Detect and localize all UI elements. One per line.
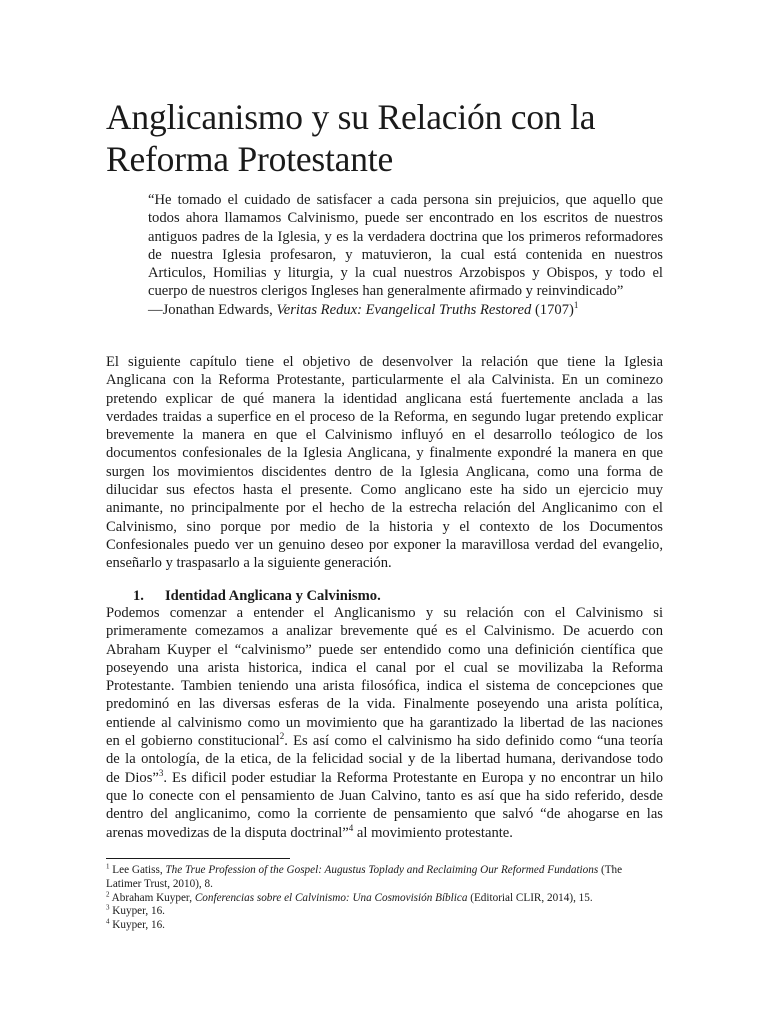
epigraph-line: “He tomado el cuidado de satisfacer a cada persona sin prejuicios, que aquello que — [148, 192, 663, 208]
paragraph-line: Abraham Kuyper el “calvinismo” puede ser entendido como una definición científica que — [106, 641, 663, 658]
paragraph-line: predominó en las diversas esferas de la vida. Finalmente poseyendo una arista política, — [106, 696, 663, 713]
paragraph-line: animante, no principalmente por el hecho de la estrecha relación del Anglicanimo con el — [106, 500, 663, 517]
section-number: 1. — [133, 588, 144, 604]
text-run: arenas movedizas de la disputa doctrinal” — [106, 824, 349, 841]
epigraph-line: Articulos, Homilias y liturgia, y la cual nuestros Arzobispos y Obispos, y todo el — [148, 265, 663, 282]
footnote-text: Kuyper, 16. — [109, 905, 165, 918]
intro-paragraph — [106, 353, 663, 573]
section-title: Identidad Anglicana y Calvinismo. — [165, 588, 381, 604]
footnote-ref[interactable]: 2 — [279, 731, 285, 742]
epigraph-work: Veritas Redux: Evangelical Truths Restored — [276, 301, 532, 318]
paragraph-line: verdades traidas a superfice en el proceso de la Reforma, en segundo lugar pretendo explicar — [106, 408, 663, 425]
epigraph-line: de nuestra Iglesia profesaron, y matuvieron, la cual está contenida en nuestros — [148, 246, 663, 263]
paragraph-line — [106, 824, 663, 842]
paragraph-line: surgen los movimientos discidentes dentro de la Iglesia Anglicana, como una forma de — [106, 463, 663, 480]
paragraph-line: primeramente comezamos a analizar brevemente qué es el Calvinismo. De acuerdo con — [106, 623, 663, 640]
footnote-number: 3 — [106, 903, 110, 912]
footnote-title: The True Profession of the Gospel: Augustus Toplady and Reclaiming Our Reformed Fundations — [165, 864, 599, 876]
epigraph-author: —Jonathan Edwards, — [148, 301, 277, 318]
footnote-text: (Editorial CLIR, 2014), 15. — [467, 891, 593, 904]
paragraph-line: El siguiente capítulo tiene el objetivo de desenvolver la relación que tiene la Iglesia — [106, 354, 663, 370]
footnote-1-continuation: Latimer Trust, 2010), 8. — [106, 877, 213, 890]
epigraph-attribution — [148, 301, 663, 319]
paragraph-line — [106, 769, 663, 787]
paragraph-line: de la ontología, de la etica, de la felicidad social y de la libertad humana, derivandose todo — [106, 751, 663, 768]
epigraph-line: cuerpo de nuestros clerigos Ingleses han generalmente afirmado y reinvindicado” — [148, 283, 624, 300]
footnotes — [106, 864, 663, 933]
footnote-text: Kuyper, 16. — [109, 919, 165, 932]
footnote-ref[interactable]: 3 — [158, 767, 164, 778]
paragraph-line: dentro del anglicanimo, como la corriente de pensamiento que salvó “de ahogarse en las — [106, 806, 663, 823]
paragraph-line: Podemos comenzar a entender el Anglicanismo y su relación con el Calvinismo si — [106, 605, 663, 621]
footnote-title: Conferencias sobre el Calvinismo: Una Cosmovisión Bíblica — [194, 891, 468, 904]
paragraph-line: Anglicana con la Reforma Protestante, particularmente el ala Calvinista. En un cominezo — [106, 372, 663, 389]
section-heading — [133, 587, 381, 605]
paragraph-line: dilucidar sus efectos hasta el presente. Como anglicano este ha sido un ejercicio muy — [106, 482, 663, 499]
footnote-text: Abraham Kuyper, — [109, 891, 195, 904]
paragraph-line: brevemente la manera en que el Calvinismo influyó en el desarrollo teólogico de los — [106, 427, 663, 444]
paragraph-line: enseñarlo y traspasarlo a la siguiente generación. — [106, 555, 392, 572]
title-line-2: Reforma Protestante — [106, 139, 394, 179]
footnote-number: 4 — [106, 917, 110, 926]
paragraph-line: entiende al calvinismo como un movimiento que ha garantizado la libertad de las naciones — [106, 714, 663, 731]
paragraph-line: que lo conecte con el pensamiento de Juan Calvino, tanto es así que ha sido referido, desde — [106, 787, 663, 804]
section-paragraph — [106, 604, 663, 842]
paragraph-line: Confesionales puedo ver un genuino deseo por exponer la maravillosa verdad del evangelio, — [106, 536, 663, 553]
footnote-4 — [106, 919, 663, 933]
document-title — [106, 96, 666, 180]
footnote-ref[interactable]: 4 — [348, 822, 354, 833]
paragraph-line: poseyendo una arista historica, indica el canal por el cual se movilizaba la Reforma — [106, 659, 663, 676]
footnote-3 — [106, 905, 663, 919]
footnote-number: 2 — [106, 889, 110, 898]
paragraph-line: documentos confesionales de la Iglesia Anglicana, y finalmente expondré la manera en que — [106, 445, 663, 462]
footnote-number: 1 — [106, 862, 110, 871]
paragraph-line: Protestante. Tambien teniendo una arista filosófica, indica el sistema de concepciones que — [106, 678, 663, 695]
footnote-separator — [106, 858, 290, 859]
paragraph-line: Calvinismo, sino porque por medio de la historia y el contexto de los Documentos — [106, 518, 663, 535]
epigraph-year: (1707) — [531, 301, 574, 318]
footnote-ref[interactable]: 1 — [573, 299, 579, 310]
footnote-1 — [106, 864, 663, 878]
footnote-2 — [106, 889, 663, 906]
epigraph-line: antiguos padres de la Iglesia, y es la verdadera doctrina que los primeros reformadores — [148, 228, 663, 245]
text-run: . Es dificil poder estudiar la Reforma Protestante en Europa y no encontrar un hilo — [163, 769, 663, 786]
footnote-text: (The — [598, 864, 623, 876]
title-line-1: Anglicanismo y su Relación con la — [106, 97, 596, 137]
paragraph-line: pretendo explicar de qué manera la identidad anglicana está fuertemente anclada a las — [106, 390, 663, 407]
text-run: . Es así como el calvinismo ha sido definido como “una teoría — [284, 733, 664, 750]
paragraph-line — [106, 732, 663, 750]
epigraph-line: todos ahora llamamos Calvinismo, puede ser encontrado en los escritos de nuestros — [148, 210, 663, 227]
text-run: al movimiento protestante. — [353, 824, 513, 841]
epigraph-quote — [148, 191, 663, 319]
text-run: en el gobierno constitucional — [106, 733, 280, 750]
footnote-text: Lee Gatiss, — [109, 864, 166, 876]
text-run: de Dios” — [106, 769, 159, 786]
